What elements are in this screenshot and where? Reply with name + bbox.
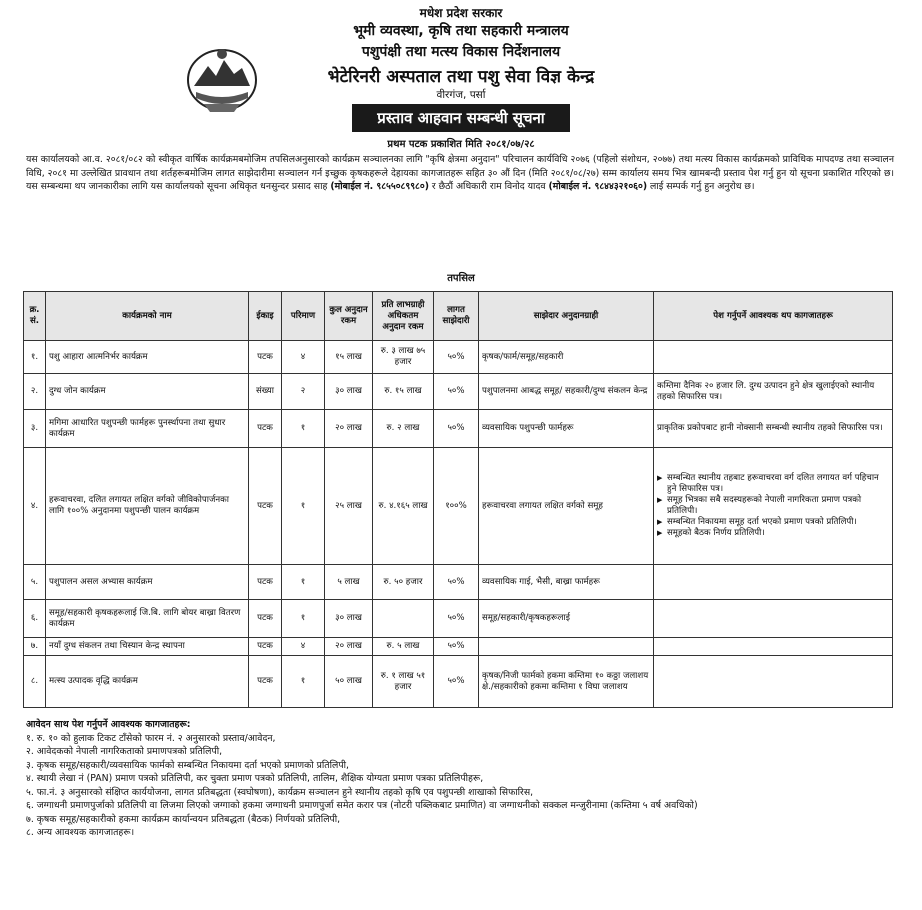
cell-partner (479, 638, 654, 656)
cell-sn: ६. (24, 600, 46, 638)
intro-text-1: यस कार्यालयको आ.व. २०८१/०८२ को स्वीकृत वार्षिक कार्यक्रमबमोजिम तपसिलअनुसारको कार्यक्रम सञ्चालनका लागि "कृषि क्षेत्रमा अनुदान" परिचालन कार्यविधि २०७६ (पहिलो संशोधन, २०७७) तथा मत्स्य विकास कार्यक्रमको प्राविधिक मापदण्ड तथा सञ्चालन विधि, २०८१ मा उल्लेखित प्रावधान तथा शर्तहरूबमोजिम लागत साझेदारीमा सञ्चालन गर्न इच्छुक कृषकहरूले देहायका कागजातहरू सहित ३० औं दिन (मिति २०८१/०८/२७) सम्म कार्यालय समय भित्र खामबन्दी प्रस्ताव पेश गर्नु हुन यो सूचना प्रकाशित गरिएको छ। यस सम्बन्धमा थप जानकारीका लागि यस कार्यालयको सूचना अधिकृत धनसुन्दर प्रसाद साह (26, 154, 894, 192)
docs-list-item: ▶ समूहको बैठक निर्णय प्रतिलिपी। (667, 528, 889, 539)
table-row (24, 448, 893, 565)
list-item: ८. अन्य आवश्यक कागजातहरू। (26, 827, 135, 838)
cell-program: पशु आहारा आत्मनिर्भर कार्यक्रम (46, 341, 249, 374)
cell-qty: २ (282, 374, 325, 410)
cell-max: रु. २ लाख (373, 410, 434, 448)
required-documents (26, 718, 896, 840)
cell-qty: १ (282, 656, 325, 708)
cell-sn: ३. (24, 410, 46, 448)
list-item: २. आवेदकको नेपाली नागरिकताको प्रमाणपत्रको प्रतिलिपी, (26, 746, 223, 757)
header-share: लागत साझेदारी (434, 292, 479, 341)
published-date: प्रथम पटक प्रकाशित मिति २०८१/०७/२८ (387, 139, 535, 150)
notice-title-banner: प्रस्ताव आहवान सम्बन्धी सूचना (352, 104, 570, 132)
cell-partner: कृषक/निजी फार्मको हकमा कम्तिमा १० कठ्ठा जलाशय क्षे./सहकारीको हकमा कम्तिमा १ विघा जलाशय (479, 656, 654, 708)
header-max: प्रति लाभग्राही अधिकतम अनुदान रकम (373, 292, 434, 341)
cell-qty: १ (282, 410, 325, 448)
cell-share: ५०% (434, 638, 479, 656)
cell-qty: १ (282, 448, 325, 565)
cell-partner: पशुपालनमा आबद्ध समूह/ सहकारी/दुग्ध संकलन केन्द्र (479, 374, 654, 410)
cell-max: रु. १५ लाख (373, 374, 434, 410)
cell-total: ५० लाख (325, 656, 373, 708)
header-docs: पेश गर्नुपर्ने आवश्यक थप कागजातहरू (654, 292, 893, 341)
cell-qty: १ (282, 565, 325, 600)
cell-docs (654, 448, 893, 565)
cell-docs (654, 638, 893, 656)
cell-unit: पटक (249, 341, 282, 374)
table-row (24, 374, 893, 410)
cell-sn: ४. (24, 448, 46, 565)
docs-list (657, 473, 889, 539)
table-header-row (24, 292, 893, 341)
cell-share: ५०% (434, 656, 479, 708)
cell-partner: हरूवाचरवा लगायत लक्षित वर्गको समूह (479, 448, 654, 565)
cell-partner: कृषक/फार्म/समूह/सहकारी (479, 341, 654, 374)
table-row (24, 410, 893, 448)
cell-max: रु. ५० हजार (373, 565, 434, 600)
list-item: ४. स्थायी लेखा नं (PAN) प्रमाण पत्रको प्रतिलिपी, कर चुक्ता प्रमाण पत्रको प्रतिलिपी, तालिम, शैक्षिक योग्यता प्रमाण पत्रका प्रतिलिपीहरू, (26, 773, 484, 784)
intro-mobile-2: (मोबाईल नं. ९८४४३२१०६०) (548, 181, 648, 192)
cell-sn: ७. (24, 638, 46, 656)
cell-qty: ४ (282, 341, 325, 374)
cell-docs (654, 565, 893, 600)
cell-share: ५०% (434, 374, 479, 410)
ministry-name: भूमी व्यवस्था, कृषि तथा सहकारी मन्त्रालय (353, 23, 569, 39)
cell-docs (654, 341, 893, 374)
header-partner: साझेदार अनुदानग्राही (479, 292, 654, 341)
cell-unit: पटक (249, 600, 282, 638)
cell-unit: पटक (249, 448, 282, 565)
cell-unit: पटक (249, 410, 282, 448)
list-item: ७. कृषक समूह/सहकारीको हकमा कार्यक्रम कार्यान्वयन प्रतिबद्धता (बैठक) निर्णयको प्रतिलिपी, (26, 813, 341, 825)
cell-max: रु. ५ लाख (373, 638, 434, 656)
cell-total: २५ लाख (325, 448, 373, 565)
cell-total: ५ लाख (325, 565, 373, 600)
cell-program: दुग्ध जोन कार्यक्रम (46, 374, 249, 410)
docs-list-item: ▶ सम्बन्धित स्थानीय तहबाट हरूवाचरवा वर्ग दलित लगायत वर्ग पहिचान हुने सिफारिस पत्र। (667, 473, 889, 495)
header-qty: परिमाण (282, 292, 325, 341)
cell-sn: ५. (24, 565, 46, 600)
office-location: वीरगंज, पर्सा (436, 89, 486, 101)
intro-mobile-1: (मोबाईल नं. ९८५५०८९९८०) (330, 181, 429, 192)
cell-qty: ४ (282, 638, 325, 656)
cell-unit: पटक (249, 638, 282, 656)
cell-sn: १. (24, 341, 46, 374)
cell-max (373, 600, 434, 638)
cell-partner: व्यवसायिक गाई, भैसी, बाख्रा फार्महरू (479, 565, 654, 600)
program-table (23, 291, 893, 708)
cell-total: १५ लाख (325, 341, 373, 374)
intro-text-3: लाई सम्पर्क गर्नु हुन अनुरोध छ। (647, 181, 755, 192)
intro-text-2: र छैठौं अधिकारी राम विनोद यादव (428, 181, 549, 192)
cell-program: पशुपालन असल अभ्यास कार्यक्रम (46, 565, 249, 600)
cell-total: २० लाख (325, 638, 373, 656)
required-documents-list (26, 732, 896, 840)
cell-share: ५०% (434, 341, 479, 374)
header-total: कुल अनुदान रकम (325, 292, 373, 341)
docs-list-item: ▶ सम्बन्धित निकायमा समूह दर्ता भएको प्रमाण पत्रको प्रतिलिपी। (667, 517, 889, 528)
cell-qty: १ (282, 600, 325, 638)
cell-unit: संख्या (249, 374, 282, 410)
cell-share: ५०% (434, 410, 479, 448)
cell-partner: व्यवसायिक पशुपन्छी फार्महरू (479, 410, 654, 448)
docs-list-item: ▶ समूह भित्रका सबै सदस्यहरूको नेपाली नागरिकता प्रमाण पत्रको प्रतिलिपी। (667, 495, 889, 517)
cell-sn: २. (24, 374, 46, 410)
cell-total: ३० लाख (325, 600, 373, 638)
header-program: कार्यक्रमको नाम (46, 292, 249, 341)
cell-program: नयाँ दुग्ध संकलन तथा चिस्यान केन्द्र स्थापना (46, 638, 249, 656)
cell-docs (654, 656, 893, 708)
office-name: भेटेरिनरी अस्पताल तथा पशु सेवा विज्ञ केन्द्र (327, 67, 595, 87)
table-row (24, 600, 893, 638)
table-row (24, 656, 893, 708)
header-sn: क्र. सं. (24, 292, 46, 341)
cell-max: रु. ४.१६५ लाख (373, 448, 434, 565)
cell-share: १००% (434, 448, 479, 565)
intro-paragraph (26, 153, 894, 194)
table-row (24, 341, 893, 374)
cell-docs: कम्तिमा दैनिक २० हजार लि. दुग्ध उत्पादन हुने क्षेत्र खुलाईएको स्थानीय तहको सिफारिस पत्र। (654, 374, 893, 410)
cell-max: रु. ३ लाख ७५ हजार (373, 341, 434, 374)
list-item: ६. जग्गाधनी प्रमाणपुर्जाको प्रतिलिपी वा लिजमा लिएको जग्गाको हकमा जग्गाधनी प्रमाणपुर्जा समेत करार पत्र (नोटरी पब्लिकबाट प्रमाणित) वा जग्गाधनीको सक्कल मन्जुरीनामा (कम्तिमा ५ वर्ष अवधिको) (26, 800, 698, 811)
list-item: १. रु. १० को हुलाक टिकट टाँसेको फारम नं. २ अनुसारको प्रस्ताव/आवेदन, (26, 732, 276, 744)
cell-unit: पटक (249, 656, 282, 708)
cell-program: हरूवाचरवा, दलित लगायत लक्षित वर्गको जीविकोपार्जनका लागि १००% अनुदानमा पशुपन्छी पालन कार्यक्रम (46, 448, 249, 565)
table-row (24, 638, 893, 656)
cell-program: मगिमा आधारित पशुपन्छी फार्महरू पुनर्स्थापना तथा सुधार कार्यक्रम (46, 410, 249, 448)
cell-partner: समूह/सहकारी/कृषकहरूलाई (479, 600, 654, 638)
table-row (24, 565, 893, 600)
list-item: ५. फा.नं. ३ अनुसारको संक्षिप्त कार्ययोजना, लागत प्रतिबद्धता (स्वघोषणा), कार्यक्रम सञ्चालन हुने स्थानीय तहको कृषि एव पशुपन्छी शाखाको सिफारिस, (26, 786, 534, 798)
cell-share: ५०% (434, 565, 479, 600)
cell-share: ५०% (434, 600, 479, 638)
list-item: ३. कृषक समूह/सहकारी/व्यवसायिक फार्मको सम्बन्धित निकायमा दर्ता भएको प्रमाणको प्रतिलिपी, (26, 759, 349, 771)
cell-total: ३० लाख (325, 374, 373, 410)
cell-unit: पटक (249, 565, 282, 600)
cell-docs (654, 600, 893, 638)
required-documents-title: आवेदन साथ पेश गर्नुपर्ने आवश्यक कागजातहरू: (26, 719, 191, 730)
cell-program: समूह/सहकारी कृषकहरूलाई जि.बि. लागि बोयर बाख्रा वितरण कार्यक्रम (46, 600, 249, 638)
cell-docs: प्राकृतिक प्रकोपबाट हानी नोक्सानी सम्बन्धी स्थानीय तहको सिफारिस पत्र। (654, 410, 893, 448)
cell-max: रु. १ लाख ५१ हजार (373, 656, 434, 708)
cell-sn: ८. (24, 656, 46, 708)
directorate-name: पशुपंक्षी तथा मत्स्य विकास निर्देशनालय (361, 44, 561, 60)
cell-program: मत्स्य उत्पादक वृद्धि कार्यक्रम (46, 656, 249, 708)
cell-total: २० लाख (325, 410, 373, 448)
province-government: मधेश प्रदेश सरकार (419, 6, 503, 20)
header-unit: ईकाइ (249, 292, 282, 341)
table-title: तपसिल (447, 273, 475, 284)
